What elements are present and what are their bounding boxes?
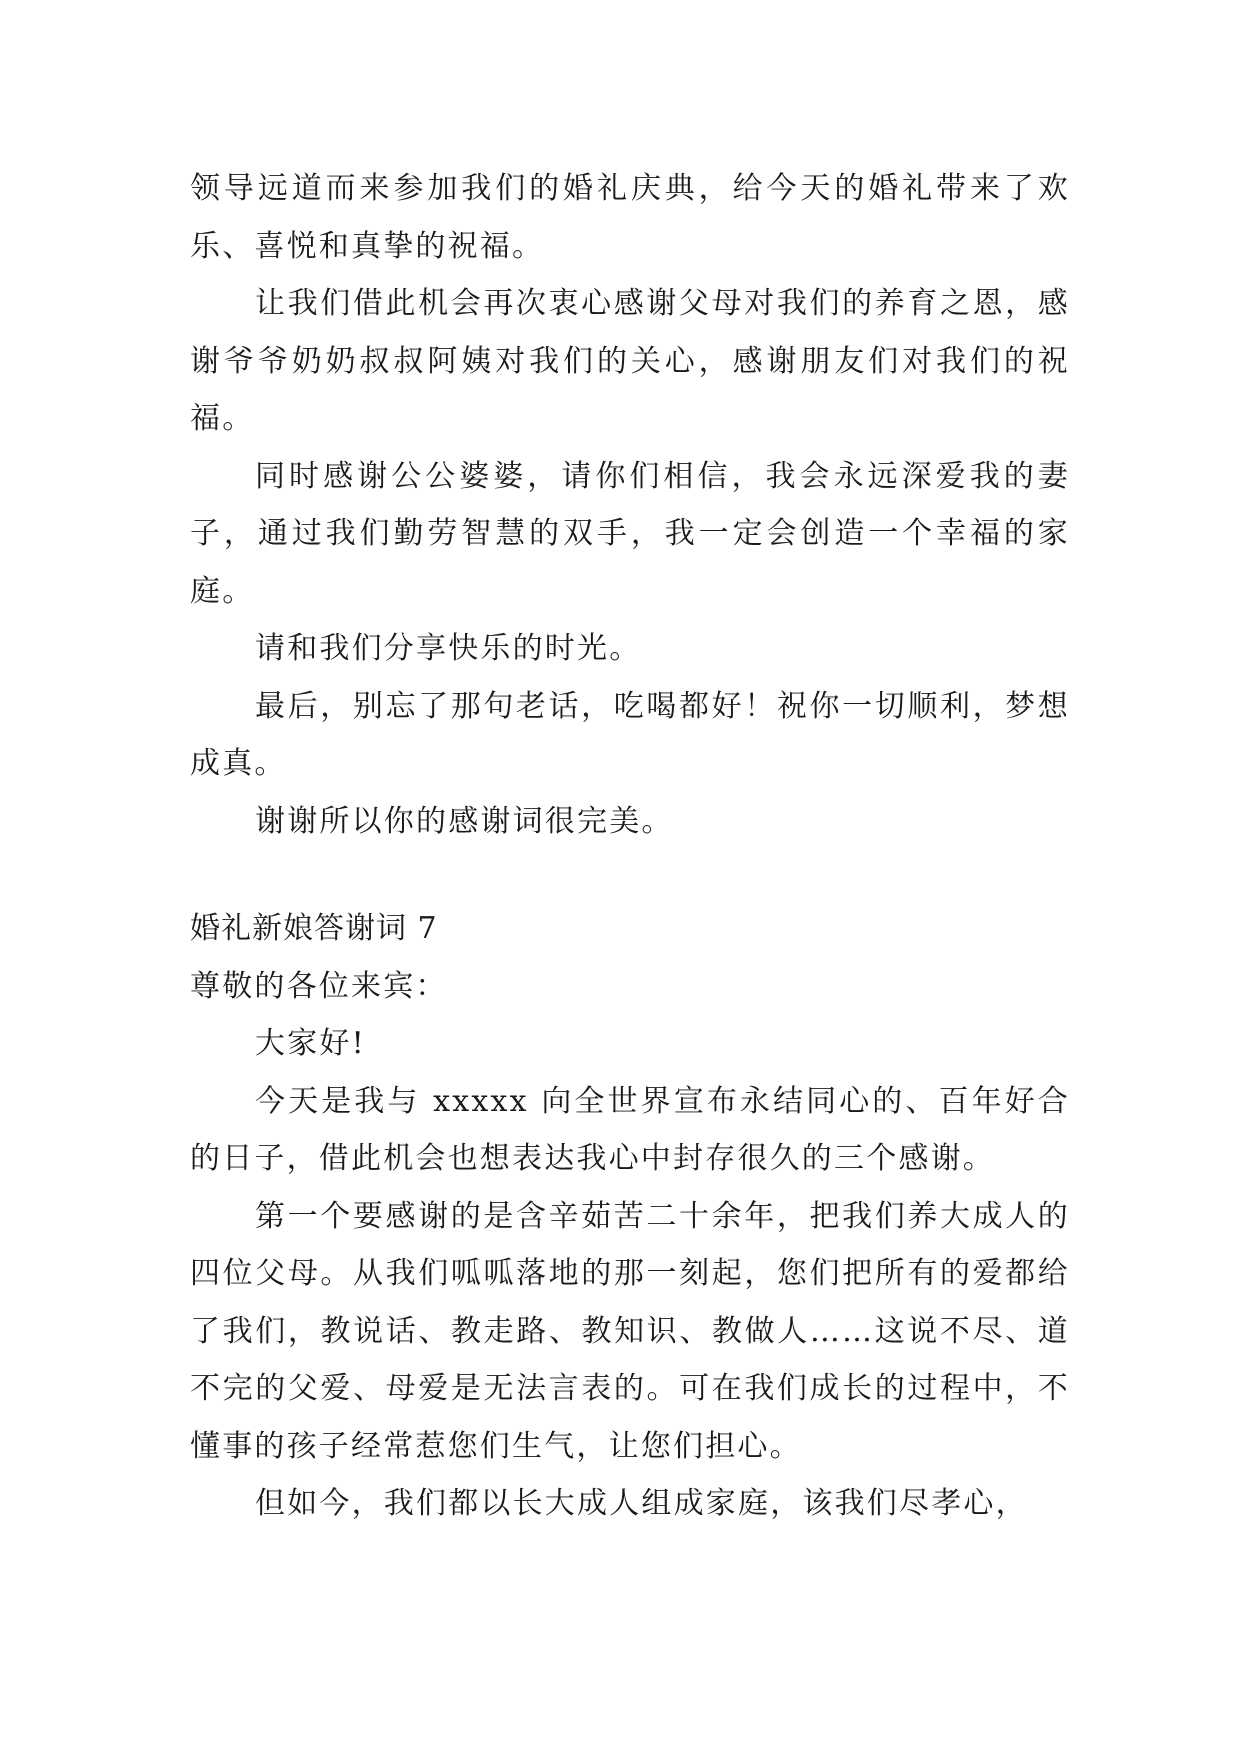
- paragraph-thanks-parents: 让我们借此机会再次衷心感谢父母对我们的养育之恩，感谢爷爷奶奶叔叔阿姨对我们的关心，感谢朋友们对我们的祝福。: [190, 286, 1070, 436]
- paragraph-share-joy: 请和我们分享快乐的时光。: [255, 631, 642, 666]
- paragraph-greeting: 大家好!: [255, 1026, 366, 1061]
- section-title: 婚礼新娘答谢词 7: [190, 911, 438, 946]
- paragraph-closing: 谢谢所以你的感谢词很完美。: [255, 803, 674, 839]
- paragraph-continuation: 领导远道而来参加我们的婚礼庆典，给今天的婚礼带来了欢乐、喜悦和真挚的祝福。: [190, 171, 1070, 264]
- paragraph-final-wish: 最后，别忘了那句老话，吃喝都好！祝你一切顺利，梦想成真。: [190, 688, 1070, 781]
- paragraph-announcement: 今天是我与 xxxxx 向全世界宣布永结同心的、百年好合的日子，借此机会也想表达我心中封存很久的三个感谢。: [190, 1083, 1070, 1176]
- paragraph-filial-piety: 但如今，我们都以长大成人组成家庭，该我们尽孝心，: [255, 1486, 1028, 1521]
- paragraph-thanks-four-parents: 第一个要感谢的是含辛茹苦二十余年，把我们养大成人的四位父母。从我们呱呱落地的那一刻起，您们把所有的爱都给了我们，教说话、教走路、教知识、教做人……这说不尽、道不完的父爱、母爱是无法言表的。可在我们成长的过程中，不懂事的孩子经常惹您们生气，让您们担心。: [190, 1198, 1070, 1464]
- section-gap: [190, 850, 1070, 900]
- paragraph-thanks-in-laws: 同时感谢公公婆婆，请你们相信，我会永远深爱我的妻子，通过我们勤劳智慧的双手，我一定会创造一个幸福的家庭。: [190, 458, 1070, 609]
- document-body: [190, 160, 1070, 1533]
- salutation: 尊敬的各位来宾：: [190, 968, 448, 1004]
